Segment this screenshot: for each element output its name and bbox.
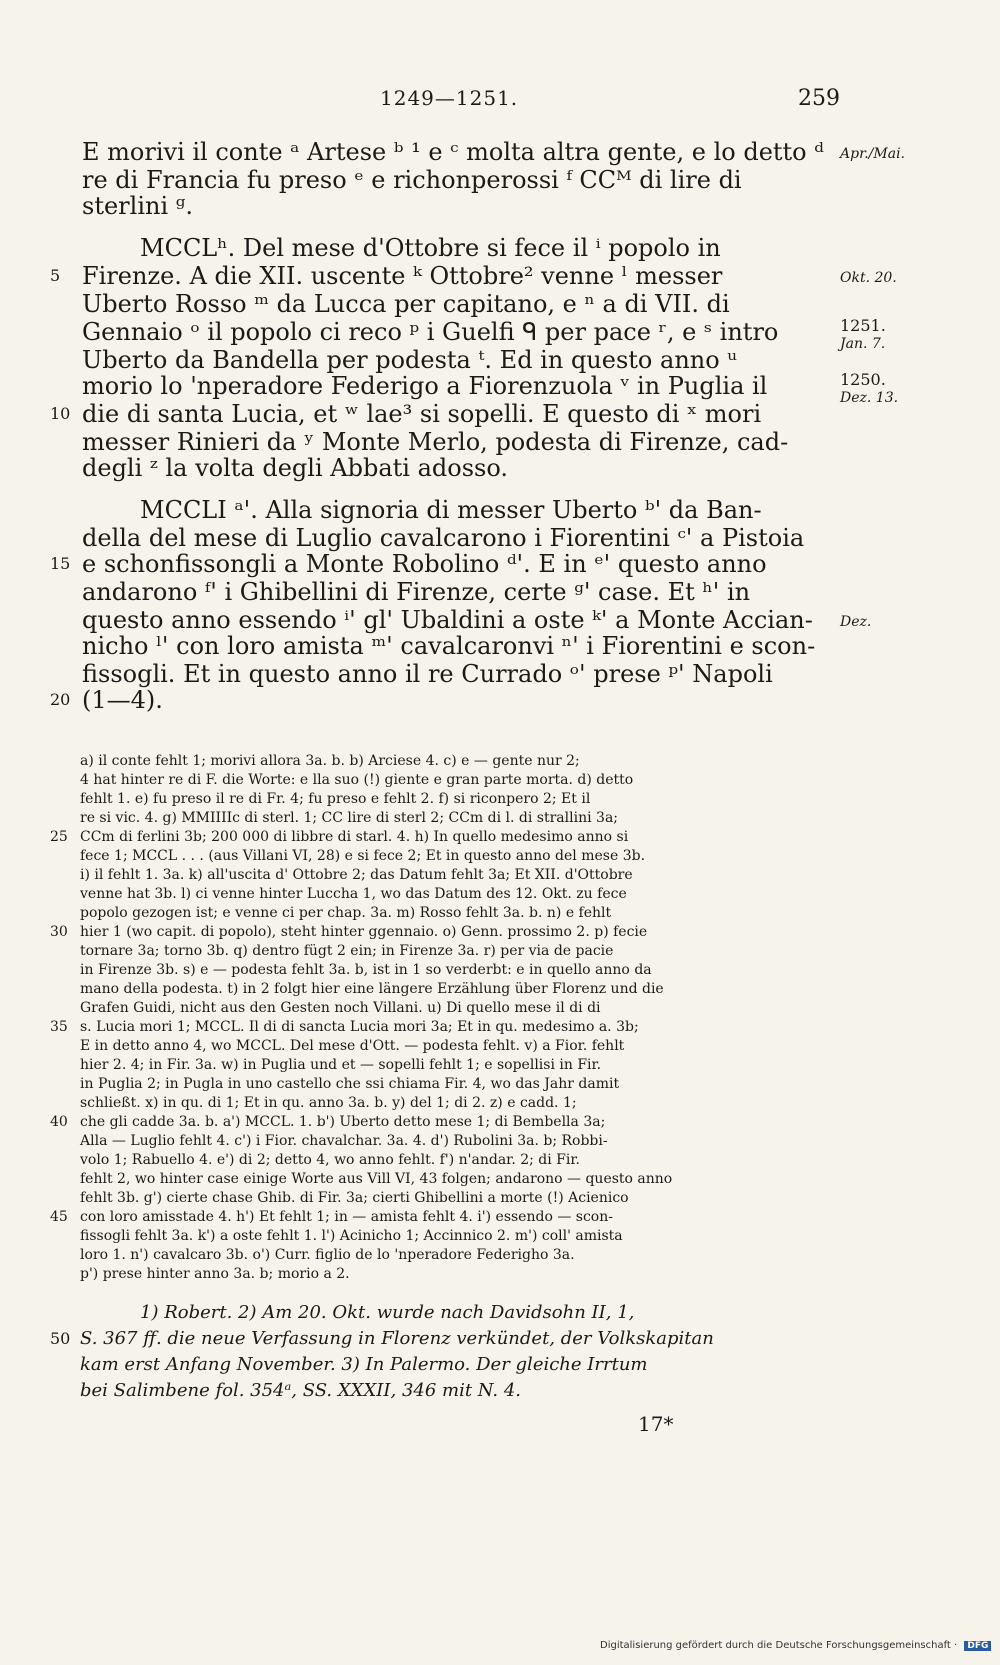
text-line: Gennaio ᵒ il popolo ci reco ᵖ i Guelfi ᑫ per pace ʳ, e ˢ intro bbox=[82, 318, 779, 346]
margin-note: Dez. 13. bbox=[840, 390, 899, 406]
note-line: bei Salimbene fol. 354ᵃ, SS. XXXII, 346 mit N. 4. bbox=[80, 1380, 522, 1401]
apparatus-line: hier 2. 4; in Fir. 3a. w) in Puglia und et — sopelli fehlt 1; e sopellisi in Fir. bbox=[80, 1057, 602, 1073]
line-number: 40 bbox=[50, 1114, 68, 1130]
line-number: 35 bbox=[50, 1019, 68, 1035]
line-number: 5 bbox=[50, 266, 61, 285]
text-line: MCCLI ᵃ'. Alla signoria di messer Uberto ᵇ' da Ban- bbox=[140, 496, 762, 524]
note-line: S. 367 ff. die neue Verfassung in Florenz verkündet, der Volkskapitan bbox=[80, 1328, 714, 1349]
apparatus-line: fece 1; MCCL . . . (aus Villani VI, 28) e si fece 2; Et in questo anno del mese 3b. bbox=[80, 848, 646, 864]
running-header bbox=[80, 86, 840, 116]
apparatus-line: hier 1 (wo capit. di popolo), steht hinter ggennaio. o) Genn. prossimo 2. p) fecie bbox=[80, 924, 648, 940]
page-number: 259 bbox=[798, 86, 840, 111]
apparatus-line: fehlt 2, wo hinter case einige Worte aus Vill VI, 43 folgen; andarono — questo anno bbox=[80, 1171, 673, 1187]
apparatus-line: a) il conte fehlt 1; morivi allora 3a. b. b) Arciese 4. c) e — gente nur 2; bbox=[80, 753, 580, 769]
margin-note: Okt. 20. bbox=[840, 270, 897, 286]
text-line: Uberto Rosso ᵐ da Lucca per capitano, e ⁿ a di VII. di bbox=[82, 290, 730, 318]
apparatus-line: p') prese hinter anno 3a. b; morio a 2. bbox=[80, 1266, 350, 1282]
apparatus-line: in Puglia 2; in Pugla in uno castello che ssi chiama Fir. 4, wo das Jahr damit bbox=[80, 1076, 620, 1092]
text-line: messer Rinieri da ʸ Monte Merlo, podesta di Firenze, cad- bbox=[82, 428, 789, 456]
text-line: re di Francia fu preso ᵉ e richonperossi ᶠ CCᴹ di lire di bbox=[82, 166, 742, 194]
line-number: 10 bbox=[50, 404, 71, 423]
text-line: MCCLʰ. Del mese d'Ottobre si fece il ⁱ popolo in bbox=[140, 234, 721, 262]
apparatus-line: volo 1; Rabuello 4. e') di 2; detto 4, wo anno fehlt. f') n'andar. 2; di Fir. bbox=[80, 1152, 580, 1168]
line-number: 15 bbox=[50, 554, 71, 573]
dfg-logo: DFG bbox=[964, 1641, 991, 1651]
text-line: fissogli. Et in questo anno il re Currado ᵒ' prese ᵖ' Napoli bbox=[82, 660, 773, 688]
margin-note: Dez. bbox=[840, 614, 872, 630]
text-line: e schonfissongli a Monte Robolino ᵈ'. E in ᵉ' questo anno bbox=[82, 550, 767, 578]
apparatus-line: che gli cadde 3a. b. a') MCCL. 1. b') Uberto detto mese 1; di Bembella 3a; bbox=[80, 1114, 606, 1130]
apparatus-line: popolo gezogen ist; e venne ci per chap. 3a. m) Rosso fehlt 3a. b. n) e fehlt bbox=[80, 905, 612, 921]
signature-mark: 17* bbox=[638, 1412, 674, 1436]
line-number: 45 bbox=[50, 1209, 68, 1225]
text-line: morio lo 'nperadore Federigo a Fiorenzuola ᵛ in Puglia il bbox=[82, 372, 768, 400]
text-line: questo anno essendo ⁱ' gl' Ubaldini a oste ᵏ' a Monte Accian- bbox=[82, 606, 813, 634]
digitization-credit bbox=[600, 1640, 991, 1651]
text-line: degli ᶻ la volta degli Abbati adosso. bbox=[82, 454, 508, 482]
apparatus-line: 4 hat hinter re di F. die Worte: e lla suo (!) giente e gran parte morta. d) detto bbox=[80, 772, 634, 788]
apparatus-line: Alla — Luglio fehlt 4. c') i Fior. chavalchar. 3a. 4. d') Rubolini 3a. b; Robbi- bbox=[80, 1133, 608, 1149]
apparatus-line: schließt. x) in qu. di 1; Et in qu. anno 3a. b. y) del 1; di 2. z) e cadd. 1; bbox=[80, 1095, 577, 1111]
year-range: 1249—1251. bbox=[380, 86, 519, 110]
margin-note: Jan. 7. bbox=[840, 336, 886, 352]
apparatus-line: mano della podesta. t) in 2 folgt hier eine längere Erzählung über Florenz und die bbox=[80, 981, 664, 997]
margin-note: 1250. bbox=[840, 370, 886, 389]
text-line: E morivi il conte ᵃ Artese ᵇ ¹ e ᶜ molta altra gente, e lo detto ᵈ bbox=[82, 138, 824, 166]
apparatus-line: Grafen Guidi, nicht aus den Gesten noch Villani. u) Di quello mese il di di bbox=[80, 1000, 601, 1016]
apparatus-line: loro 1. n') cavalcaro 3b. o') Curr. figlio de lo 'nperadore Federigho 3a. bbox=[80, 1247, 575, 1263]
apparatus-line: fehlt 1. e) fu preso il re di Fr. 4; fu preso e fehlt 2. f) si riconpero 2; Et il bbox=[80, 791, 591, 807]
text-line: andarono ᶠ' i Ghibellini di Firenze, certe ᵍ' case. Et ʰ' in bbox=[82, 578, 751, 606]
apparatus-line: in Firenze 3b. s) e — podesta fehlt 3a. b, ist in 1 so verderbt: e in quello anno da bbox=[80, 962, 652, 978]
apparatus-line: re si vic. 4. g) MMIIIIc di sterl. 1; CC lire di sterl 2; CCm di l. di strallini 3a; bbox=[80, 810, 619, 826]
line-number: 30 bbox=[50, 924, 68, 940]
text-line: della del mese di Luglio cavalcarono i Fiorentini ᶜ' a Pistoia bbox=[82, 524, 805, 552]
apparatus-line: CCm di ferlini 3b; 200 000 di libbre di starl. 4. h) In quello medesimo anno si bbox=[80, 829, 629, 845]
text-line: sterlini ᵍ. bbox=[82, 192, 193, 220]
apparatus-line: con loro amisstade 4. h') Et fehlt 1; in — amista fehlt 4. i') essendo — scon- bbox=[80, 1209, 613, 1225]
text-line: die di santa Lucia, et ʷ lae³ si sopelli. E questo di ˣ mori bbox=[82, 400, 762, 428]
line-number: 50 bbox=[50, 1329, 71, 1348]
apparatus-line: E in detto anno 4, wo MCCL. Del mese d'Ott. — podesta fehlt. v) a Fior. fehlt bbox=[80, 1038, 625, 1054]
apparatus-line: s. Lucia mori 1; MCCL. Il di di sancta Lucia mori 3a; Et in qu. medesimo a. 3b; bbox=[80, 1019, 639, 1035]
text-line: (1—4). bbox=[82, 686, 163, 714]
margin-note: 1251. bbox=[840, 316, 886, 335]
line-number: 20 bbox=[50, 690, 71, 709]
credit-text: Digitalisierung gefördert durch die Deutsche Forschungsgemeinschaft · bbox=[600, 1640, 958, 1651]
note-line: kam erst Anfang November. 3) In Palermo. Der gleiche Irrtum bbox=[80, 1354, 648, 1375]
margin-note: Apr./Mai. bbox=[840, 146, 906, 162]
apparatus-line: tornare 3a; torno 3b. q) dentro fügt 2 ein; in Firenze 3a. r) per via de pacie bbox=[80, 943, 614, 959]
line-number: 25 bbox=[50, 829, 68, 845]
text-line: nicho ˡ' con loro amista ᵐ' cavalcaronvi ⁿ' i Fiorentini e scon- bbox=[82, 632, 816, 660]
apparatus-line: fissogli fehlt 3a. k') a oste fehlt 1. l') Acinicho 1; Accinnico 2. m') coll' amista bbox=[80, 1228, 623, 1244]
text-line: Uberto da Bandella per podesta ᵗ. Ed in questo anno ᵘ bbox=[82, 346, 737, 374]
apparatus-line: venne hat 3b. l) ci venne hinter Luccha 1, wo das Datum des 12. Okt. zu fece bbox=[80, 886, 627, 902]
apparatus-line: i) il fehlt 1. 3a. k) all'uscita d' Ottobre 2; das Datum fehlt 3a; Et XII. d'Ottobre bbox=[80, 867, 633, 883]
text-line: Firenze. A die XII. uscente ᵏ Ottobre² venne ˡ messer bbox=[82, 262, 723, 290]
apparatus-line: fehlt 3b. g') cierte chase Ghib. di Fir. 3a; cierti Ghibellini a morte (!) Acienico bbox=[80, 1190, 629, 1206]
note-line: 1) Robert. 2) Am 20. Okt. wurde nach Davidsohn II, 1, bbox=[140, 1302, 635, 1323]
